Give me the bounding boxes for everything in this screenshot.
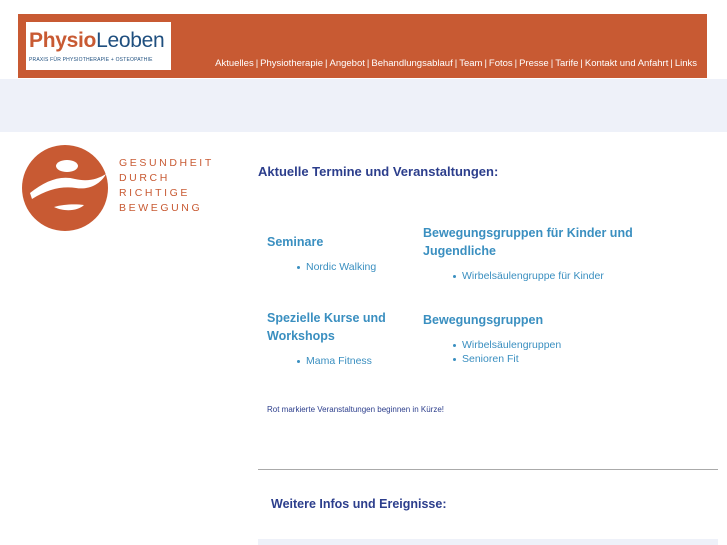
- list-item-nordic-walking[interactable]: Nordic Walking: [297, 260, 376, 274]
- nav-separator: |: [366, 58, 370, 69]
- section-divider: [258, 469, 718, 470]
- info-title: Weitere Infos und Ereignisse:: [271, 497, 447, 511]
- section-title-gruppen: Bewegungsgruppen: [423, 313, 544, 327]
- section-title-kinder: Bewegungsgruppen für Kinder und Jugendliche: [423, 226, 633, 258]
- nav-fotos[interactable]: Fotos: [488, 58, 513, 69]
- slogan-line: DURCH: [119, 172, 170, 184]
- section-title-kurse: Spezielle Kurse und Workshops: [267, 311, 386, 343]
- header-bar: [18, 14, 707, 78]
- list-item-wirbelsaeule-kinder[interactable]: Wirbelsäulengruppe für Kinder: [453, 269, 604, 283]
- nav-team[interactable]: Team: [459, 58, 483, 69]
- nav-links[interactable]: Links: [674, 58, 697, 69]
- nav-presse[interactable]: Presse: [519, 58, 549, 69]
- slogan: [119, 156, 214, 216]
- list-kinder: [453, 269, 604, 283]
- nav-separator: |: [550, 58, 554, 69]
- nav-behandlungsablauf[interactable]: Behandlungsablauf: [371, 58, 453, 69]
- nav-separator: |: [255, 58, 259, 69]
- nav-angebot[interactable]: Angebot: [329, 58, 365, 69]
- nav-separator: |: [454, 58, 458, 69]
- nav-separator: |: [484, 58, 487, 69]
- list-item-mama-fitness[interactable]: Mama Fitness: [297, 354, 372, 368]
- slogan-line: RICHTIGE: [119, 187, 190, 199]
- nav-aktuelles[interactable]: Aktuelles: [215, 58, 254, 69]
- physioleoben-logo[interactable]: [26, 22, 171, 70]
- main-navigation: [215, 58, 697, 69]
- nav-tarife[interactable]: Tarife: [555, 58, 579, 69]
- section-title-seminare: Seminare: [267, 235, 324, 249]
- page-title: Aktuelle Termine und Veranstaltungen:: [258, 164, 499, 179]
- info-panel-top: [258, 539, 718, 545]
- nav-separator: |: [514, 58, 518, 69]
- hint-note: Rot markierte Veranstaltungen beginnen in Kürze!: [267, 405, 444, 414]
- nav-separator: |: [670, 58, 673, 69]
- slogan-line: GESUNDHEIT: [119, 157, 214, 169]
- header-band: [0, 79, 727, 132]
- logo-subtitle: PRAXIS FÜR PHYSIOTHERAPIE + OSTEOPATHIE: [29, 57, 153, 63]
- nav-separator: |: [580, 58, 583, 69]
- list-gruppen: [453, 338, 561, 366]
- list-seminare: [297, 260, 376, 274]
- logo-text-leoben: Leoben: [96, 29, 165, 52]
- list-item-wirbelsaeulengruppen[interactable]: Wirbelsäulengruppen: [453, 338, 561, 352]
- list-item-senioren-fit[interactable]: Senioren Fit: [453, 352, 561, 366]
- list-kurse: [297, 354, 372, 368]
- nav-kontakt[interactable]: Kontakt und Anfahrt: [584, 58, 669, 69]
- movement-figure-icon: [20, 143, 110, 233]
- nav-separator: |: [325, 58, 328, 69]
- logo-text-physio: Physio: [29, 29, 97, 52]
- nav-physiotherapie[interactable]: Physiotherapie: [260, 58, 324, 69]
- slogan-line: BEWEGUNG: [119, 202, 203, 214]
